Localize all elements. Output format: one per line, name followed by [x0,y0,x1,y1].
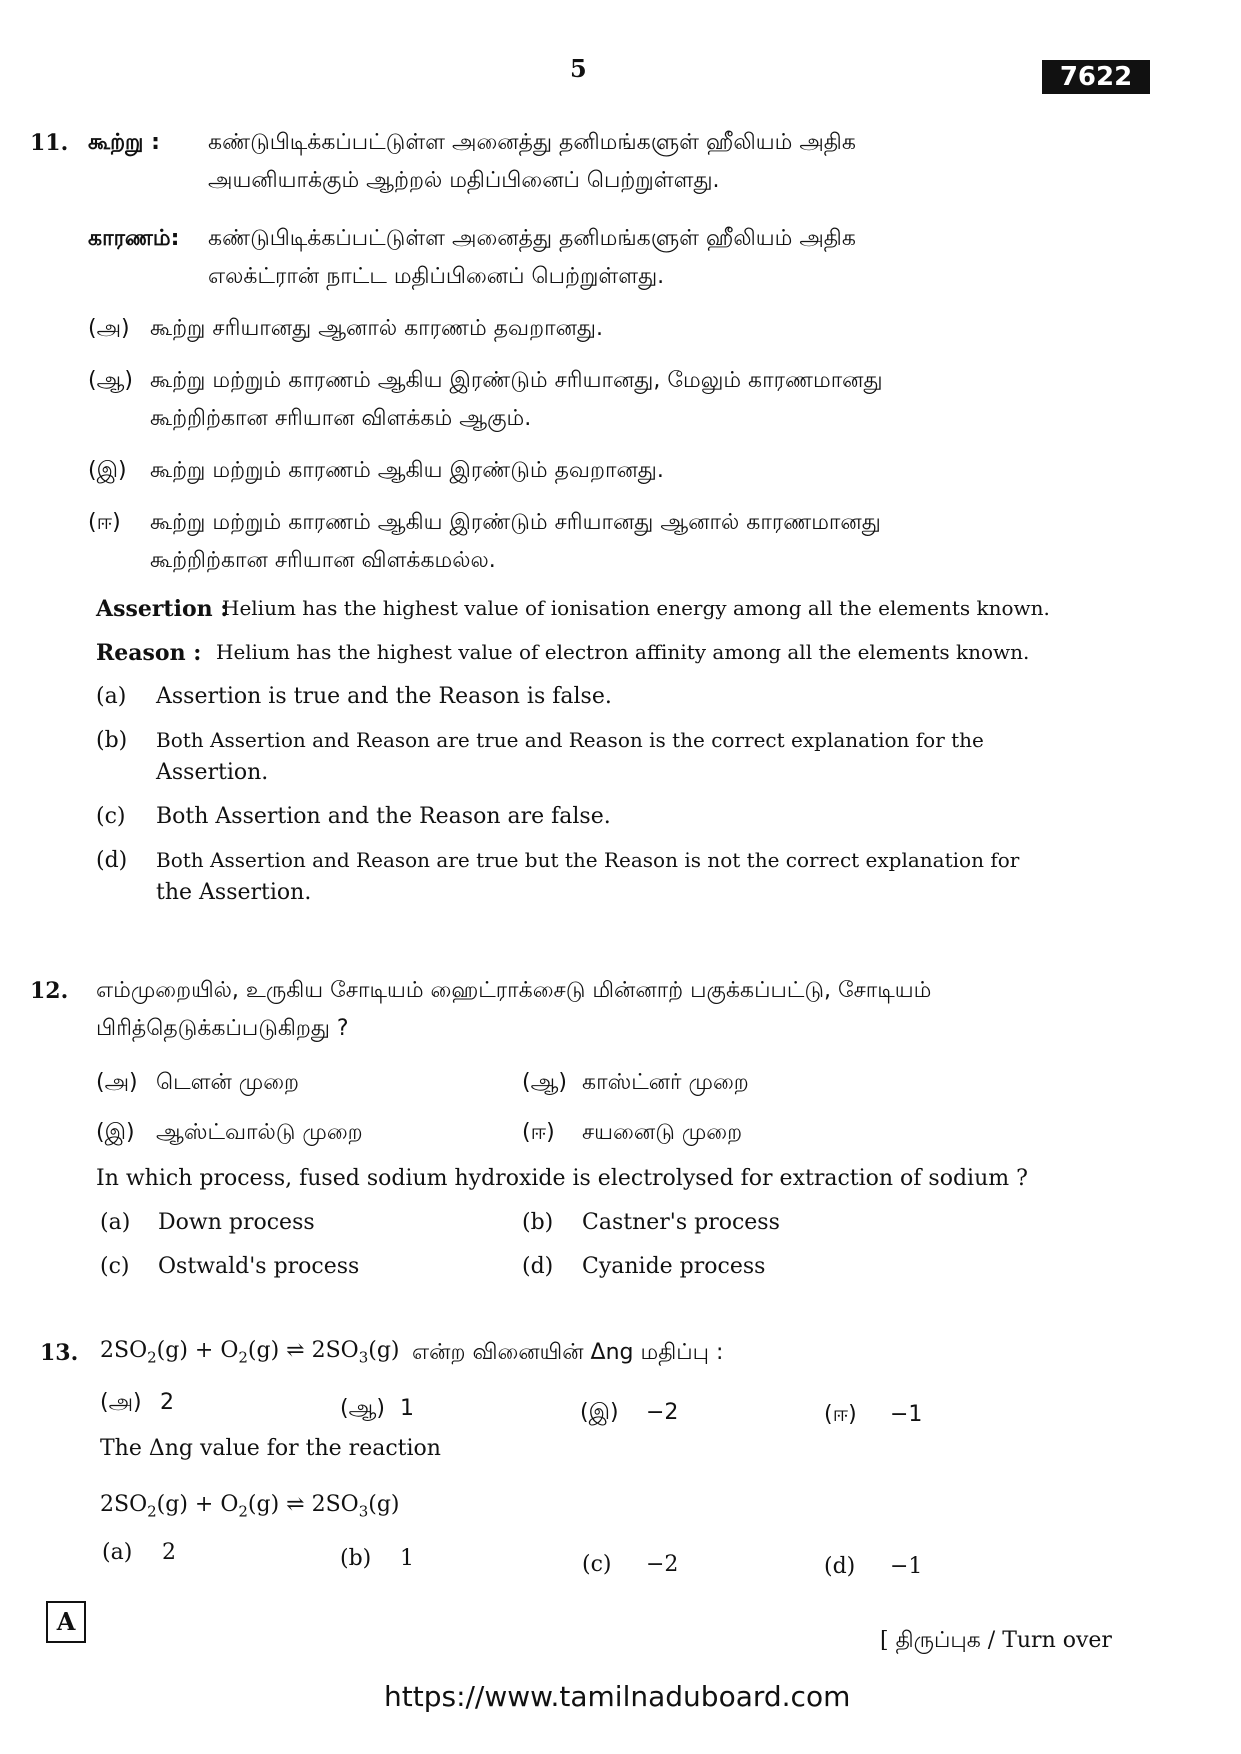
question-number: 13. [40,1340,79,1366]
en-assertion-text: Helium has the highest value of ionisation energy among all the elements known. [222,596,1050,620]
ta-reason-line: கண்டுபிடிக்கப்பட்டுள்ள அனைத்து தனிமங்களுள் ஹீலியம் அதிக [208,226,856,251]
option-value: 2 [160,1390,174,1415]
ta-question-line: பிரித்தெடுக்கப்படுகிறது ? [96,1016,349,1041]
en-reason-text: Helium has the highest value of electron affinity among all the elements known. [216,640,1030,664]
page-number: 5 [570,54,587,83]
en-question: The Δng value for the reaction [100,1436,441,1461]
option-text: Down process [158,1210,315,1235]
question-number: 12. [30,978,69,1004]
option-text: காஸ்ட்னர் முறை [582,1070,749,1095]
en-reason-label: Reason : [96,640,202,666]
option-label: (a) [100,1210,131,1235]
en-assertion-label: Assertion : [96,596,229,622]
option-label: (a) [96,684,127,709]
option-label: (c) [582,1552,612,1577]
option-text: Assertion. [156,760,269,785]
option-label: (a) [102,1540,133,1565]
ta-assertion-label: கூற்று : [88,130,160,155]
option-label: (ஆ) [340,1396,385,1421]
option-label: (b) [96,728,128,753]
reaction-equation: $2SO_2(g) + O_2(g)$ ⇌ $2SO_3(g)$ [100,1338,400,1367]
option-text: கூற்று சரியானது ஆனால் காரணம் தவறானது. [150,316,603,341]
option-label: (அ) [100,1390,142,1415]
option-label: (ஈ) [88,510,121,535]
en-question: In which process, fused sodium hydroxide is electrolysed for extraction of sodium ? [96,1166,1028,1191]
option-text: டௌன் முறை [156,1070,300,1095]
ta-question-line: எம்முறையில், உருகிய சோடியம் ஹைட்ராக்சைடு மின்னாற் பகுக்கப்பட்டு, சோடியம் [96,978,932,1003]
option-text: ஆஸ்ட்வால்டு முறை [156,1120,363,1145]
option-label: (d) [824,1554,856,1579]
option-text: கூற்று மற்றும் காரணம் ஆகிய இரண்டும் தவறானது. [150,458,664,483]
question-number: 11. [30,130,69,156]
option-value: 2 [162,1540,176,1565]
option-label: (ஆ) [522,1070,567,1095]
ta-reason-line: எலக்ட்ரான் நாட்ட மதிப்பினைப் பெற்றுள்ளது. [208,264,665,289]
ta-reason-label: காரணம்: [88,226,180,251]
option-value: −1 [890,1402,923,1427]
option-text: கூற்றிற்கான சரியான விளக்கம் ஆகும். [150,406,532,431]
option-label: (இ) [580,1400,619,1425]
option-label: (b) [522,1210,554,1235]
option-label: (அ) [96,1070,138,1095]
ta-assertion-line: கண்டுபிடிக்கப்பட்டுள்ள அனைத்து தனிமங்களுள் ஹீலியம் அதிக [208,130,856,155]
option-value: −2 [646,1400,679,1425]
option-label: (c) [100,1254,130,1279]
option-label: (அ) [88,316,130,341]
option-label: (c) [96,804,126,829]
option-label: (ஈ) [824,1402,857,1427]
option-label: (d) [96,848,128,873]
option-text: Cyanide process [582,1254,766,1279]
option-text: Ostwald's process [158,1254,360,1279]
option-value: 1 [400,1396,414,1421]
option-text: Both Assertion and Reason are true and Reason is the correct explanation for the [156,728,984,752]
option-label: (d) [522,1254,554,1279]
option-text: Both Assertion and the Reason are false. [156,804,611,829]
reaction-equation: $2SO_2(g) + O_2(g)$ ⇌ $2SO_3(g)$ [100,1492,400,1521]
option-label: (இ) [96,1120,135,1145]
option-text: கூற்றிற்கான சரியான விளக்கமல்ல. [150,548,496,573]
source-url[interactable]: https://www.tamilnaduboard.com [384,1680,851,1713]
option-value: 1 [400,1546,414,1571]
option-label: (ஆ) [88,368,133,393]
option-value: −2 [646,1552,679,1577]
option-text: Both Assertion and Reason are true but the Reason is not the correct explanation for [156,848,1020,872]
option-text: கூற்று மற்றும் காரணம் ஆகிய இரண்டும் சரியானது, மேலும் காரணமானது [150,368,883,393]
option-value: −1 [890,1554,923,1579]
ta-question-suffix: என்ற வினையின் Δng மதிப்பு : [412,1340,724,1365]
section-mark-box: A [46,1601,86,1643]
paper-code-badge: 7622 [1042,60,1150,94]
option-label: (ஈ) [522,1120,555,1145]
option-text: சயனைடு முறை [582,1120,743,1145]
option-text: Castner's process [582,1210,780,1235]
option-text: கூற்று மற்றும் காரணம் ஆகிய இரண்டும் சரியானது ஆனால் காரணமானது [150,510,881,535]
option-text: Assertion is true and the Reason is false. [156,684,612,709]
option-label: (இ) [88,458,127,483]
turn-over-note: [ திருப்புக / Turn over [880,1628,1112,1653]
ta-assertion-line: அயனியாக்கும் ஆற்றல் மதிப்பினைப் பெற்றுள்ளது. [208,168,720,193]
option-label: (b) [340,1546,372,1571]
option-text: the Assertion. [156,880,312,905]
